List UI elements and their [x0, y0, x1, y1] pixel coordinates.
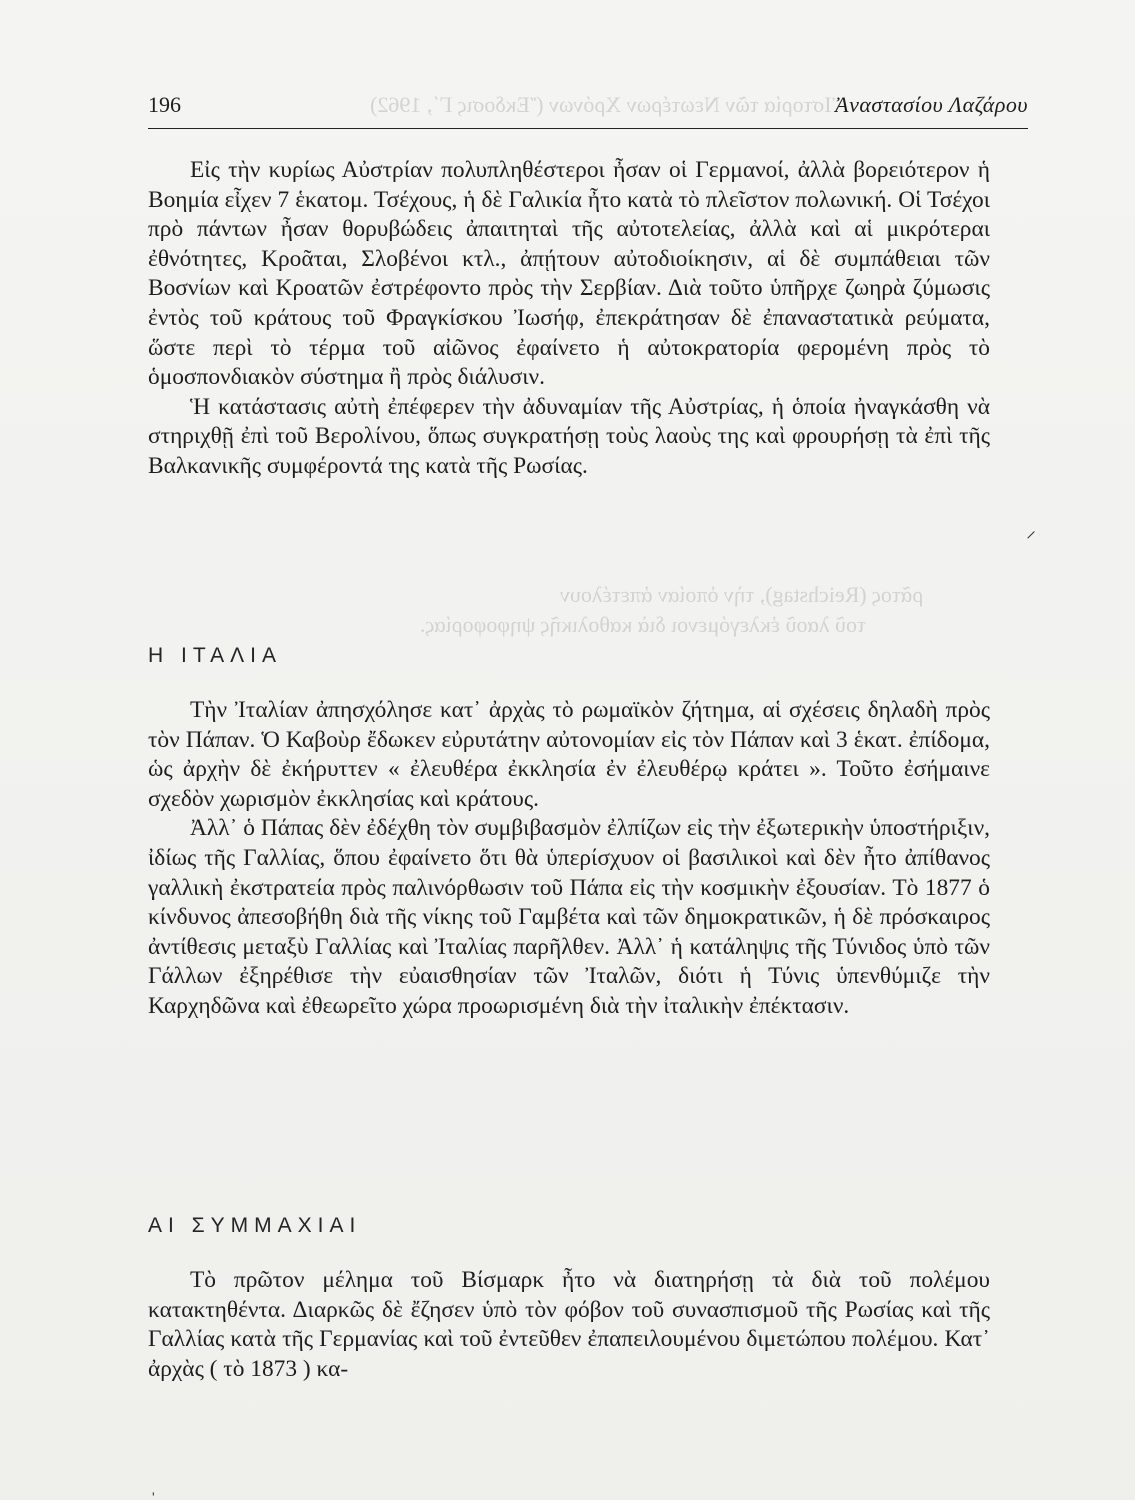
header-rule: [148, 128, 1028, 129]
heading-italy: Η ΙΤΑΛΙΑ: [148, 644, 282, 667]
heading-alliances: ΑΙ ΣΥΜΜΑΧΙΑΙ: [148, 1214, 362, 1237]
paragraph: Ἀλλ᾽ ὁ Πάπας δὲν ἐδέχθη τὸν συμβιβασμὸν ἐλπίζων εἰς τὴν ἐξωτερικὴν ὑποστήριξιν, ἰδίως τῆς Γαλλίας, ὅπου ἐφαίνετο ὅτι θὰ ὑπερίσχυον οἱ βασιλικοὶ καὶ δὲν ἦτο ἀπίθανος γαλλικὴ ἐκστρατεία πρὸς παλινόρθωσιν τοῦ Πάπα εἰς τὴν κοσμικὴν ἐξουσίαν. Τὸ 1877 ὁ κίνδυνος ἀπεσοβήθη διὰ τῆς νίκης τοῦ Γαμβέτα καὶ τῶν δημοκρατικῶν, ἡ δὲ πρόσκαιρος ἀντίθεσις μεταξὺ Γαλλίας καὶ Ἰταλίας παρῆλθεν. Ἀλλ᾽ ἡ κατάληψις τῆς Τύνιδος ὑπὸ τῶν Γάλλων ἐξηρέθισε τὴν εὐαισθησίαν τῶν Ἰταλῶν, διότι ἡ Τύνις ὑπενθύμιζε τὴν Καρχηδῶνα καὶ ἐθεωρεῖτο χώρα προωρισμένη διὰ τὴν ἰταλικὴν ἐπέκτασιν.: [148, 815, 990, 1019]
running-head: Ἀναστασίου Λαζάρου: [835, 92, 1028, 117]
bleed-through-line: τοῦ λαοῦ ἐκλεγόμενοι διὰ καθολικῆς ψηφοφορίας.: [420, 612, 866, 637]
page-header: [148, 92, 1028, 122]
bottom-speck: ˌ: [150, 1474, 157, 1496]
section-austria: [148, 156, 990, 482]
section-alliances: [148, 1266, 990, 1384]
section-italy: [148, 696, 990, 1022]
page-number: 196: [148, 92, 181, 117]
bleed-through-line: Ἱστορία τῶν Νεωτέρων Χρόνων (Ἔκδοσις Γ΄, 1962): [370, 92, 835, 117]
paragraph: Εἰς τὴν κυρίως Αὐστρίαν πολυπληθέστεροι ἦσαν οἱ Γερμανοί, ἀλλὰ βορειότερον ἡ Βοημία εἶχεν 7 ἑκατομ. Τσέχους, ἡ δὲ Γαλικία ἦτο κατὰ τὸ πλεῖστον πολωνική. Οἱ Τσέχοι πρὸ πάντων ἦσαν θορυβώδεις ἀπαιτηταὶ τῆς αὐτοτελείας, ἀλλὰ καὶ αἱ μικρότεραι ἐθνότητες, Κροᾶται, Σλοβένοι κτλ., ἀπῄτουν αὐτοδιοίκησιν, αἱ δὲ συμπάθειαι τῶν Βοσνίων καὶ Κροατῶν ἐστρέφοντο πρὸς τὴν Σερβίαν. Διὰ τοῦτο ὑπῆρχε ζωηρὰ ζύμωσις ἐντὸς τοῦ κράτους τοῦ Φραγκίσκου Ἰωσήφ, ἐπεκράτησαν δὲ ἐπαναστατικὰ ρεύματα, ὥστε περὶ τὸ τέρμα τοῦ αἰῶνος ἐφαίνετο ἡ αὐτοκρατορία φερομένη πρὸς τὸ ὁμοσπονδιακὸν σύστημα ἢ πρὸς διάλυσιν.: [148, 157, 990, 391]
paragraph: Τὴν Ἰταλίαν ἀπησχόλησε κατ᾽ ἀρχὰς τὸ ρωμαϊκὸν ζήτημα, αἱ σχέσεις δηλαδὴ πρὸς τὸν Πάπαν. Ὁ Καβοὺρ ἔδωκεν εὐρυτάτην αὐτονομίαν εἰς τὸν Πάπαν καὶ 3 ἑκατ. ἐπίδομα, ὡς ἀρχὴν δὲ ἐκήρυττεν « ἐλευθέρα ἐκκλησία ἐν ἐλευθέρῳ κράτει ». Τοῦτο ἐσήμαινε σχεδὸν χωρισμὸν ἐκκλησίας καὶ κράτους.: [148, 697, 990, 812]
paragraph: Τὸ πρῶτον μέλημα τοῦ Βίσμαρκ ἦτο νὰ διατηρήσῃ τὰ διὰ τοῦ πολέμου κατακτηθέντα. Διαρκῶς δὲ ἔζησεν ὑπὸ τὸν φόβον τοῦ συνασπισμοῦ τῆς Ρωσίας καὶ τῆς Γαλλίας κατὰ τῆς Γερμανίας καὶ τοῦ ἐντεῦθεν ἐπαπειλουμένου διμετώπου πολέμου. Κατ᾽ ἀρχὰς ( τὸ 1873 ) κα-: [148, 1267, 990, 1382]
paragraph: Ἡ κατάστασις αὐτὴ ἐπέφερεν τὴν ἀδυναμίαν τῆς Αὐστρίας, ἡ ὁποία ἠναγκάσθη νὰ στηριχθῇ ἐπὶ τοῦ Βερολίνου, ὅπως συγκρατήσῃ τοὺς λαοὺς της καὶ φρουρήσῃ τὰ ἐπὶ τῆς Βαλκανικῆς συμφέροντά της κατὰ τῆς Ρωσίας.: [148, 393, 990, 479]
margin-pencil-mark: ⸝: [1026, 520, 1036, 542]
bleed-through-line: ρᾶτος (Reichstag), τὴν ὁποίαν ἀπετέλουν: [560, 582, 924, 607]
